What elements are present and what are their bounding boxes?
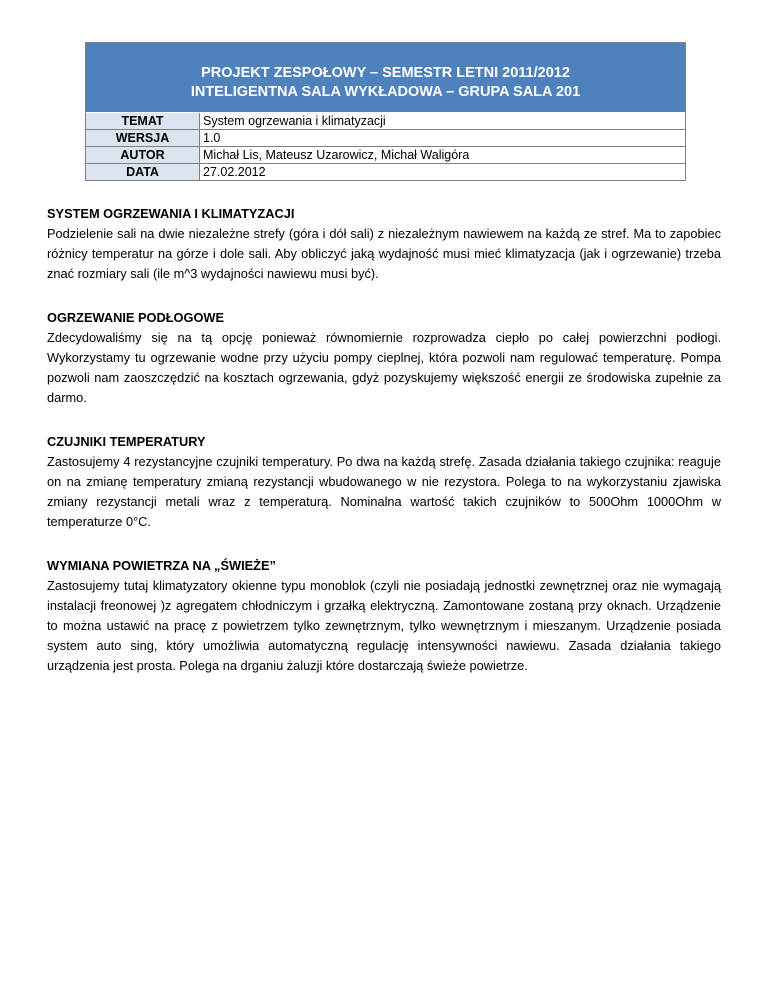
section-wymiana-powietrza xyxy=(47,556,721,676)
section-heading: OGRZEWANIE PODŁOGOWE xyxy=(47,310,225,325)
document-header xyxy=(85,42,686,181)
section-paragraph: Zdecydowaliśmy się na tą opcję ponieważ równomiernie rozprowadza ciepło po całej powierzchni podłogi. Wykorzystamy tu ogrzewanie wodne przy użyciu pompy cieplnej, która pozwoli nam regulować temperaturę. Pompa pozwoli nam zaoszczędzić na kosztach ogrzewania, gdyż pozyskujemy większość energii ze środowiska zupełnie za darmo. xyxy=(47,330,721,405)
metadata-table xyxy=(86,113,685,180)
metadata-value: 27.02.2012 xyxy=(200,164,686,181)
section-heading: CZUJNIKI TEMPERATURY xyxy=(47,434,206,449)
section-czujniki-temperatury xyxy=(47,432,721,532)
section-paragraph: Podzielenie sali na dwie niezależne strefy (góra i dół sali) z niezależnym nawiewem na każdą ze stref. Ma to zapobiec różnicy temperatur na górze i dole sali. Aby obliczyć jaką wydajność musi mieć klimatyzacja (jak i ogrzewanie) trzeba znać rozmiary sali (ile m^3 wydajności nawiewu musi być). xyxy=(47,226,721,281)
document-body xyxy=(47,204,721,700)
header-title-line-1: PROJEKT ZESPOŁOWY – SEMESTR LETNI 2011/2012 xyxy=(201,65,570,81)
metadata-key: WERSJA xyxy=(86,130,200,147)
metadata-key: DATA xyxy=(86,164,200,181)
section-paragraph: Zastosujemy tutaj klimatyzatory okienne typu monoblok (czyli nie posiadają jednostki zewnętrznej oraz nie wymagają instalacji freonowej )z agregatem chłodniczym i grzałką elektryczną. Zamontowane zostaną przy oknach. Urządzenie to można ustawić na pracę z powietrzem tylko zewnętrznym, tylko wewnętrznym i mieszanym. Urządzenie posiada system auto sing, który umożliwia automatyczną regulację intensywności nawiewu. Zasada działania takiego urządzenia jest prosta. Polega na drganiu żaluzji które dostarczają świeże powietrze. xyxy=(47,578,721,673)
header-banner xyxy=(86,43,685,113)
section-ogrzewanie-podlogowe xyxy=(47,308,721,408)
metadata-row-data xyxy=(86,164,685,181)
metadata-row-wersja xyxy=(86,130,685,147)
metadata-value: 1.0 xyxy=(200,130,686,147)
section-system-ogrzewania xyxy=(47,204,721,284)
metadata-row-autor xyxy=(86,147,685,164)
section-paragraph: Zastosujemy 4 rezystancyjne czujniki temperatury. Po dwa na każdą strefę. Zasada działania takiego czujnika: reaguje on na zmianę temperatury zmianą rezystancji wbudowanego w nie rezystora. Polega to na wykorzystaniu zjawiska zmiany rezystancji metali wraz z temperaturą. Nominalna wartość takich czujników to 500Ohm 1000Ohm w temperaturze 0°C. xyxy=(47,454,721,529)
section-heading: WYMIANA POWIETRZA NA „ŚWIEŻE” xyxy=(47,558,276,573)
metadata-key: AUTOR xyxy=(86,147,200,164)
metadata-value: System ogrzewania i klimatyzacji xyxy=(200,113,686,130)
metadata-key: TEMAT xyxy=(86,113,200,130)
metadata-row-temat xyxy=(86,113,685,130)
section-heading: SYSTEM OGRZEWANIA I KLIMATYZACJI xyxy=(47,206,295,221)
header-title-line-2: INTELIGENTNA SALA WYKŁADOWA – GRUPA SALA 201 xyxy=(190,84,581,100)
metadata-value: Michał Lis, Mateusz Uzarowicz, Michał Waligóra xyxy=(200,147,686,164)
